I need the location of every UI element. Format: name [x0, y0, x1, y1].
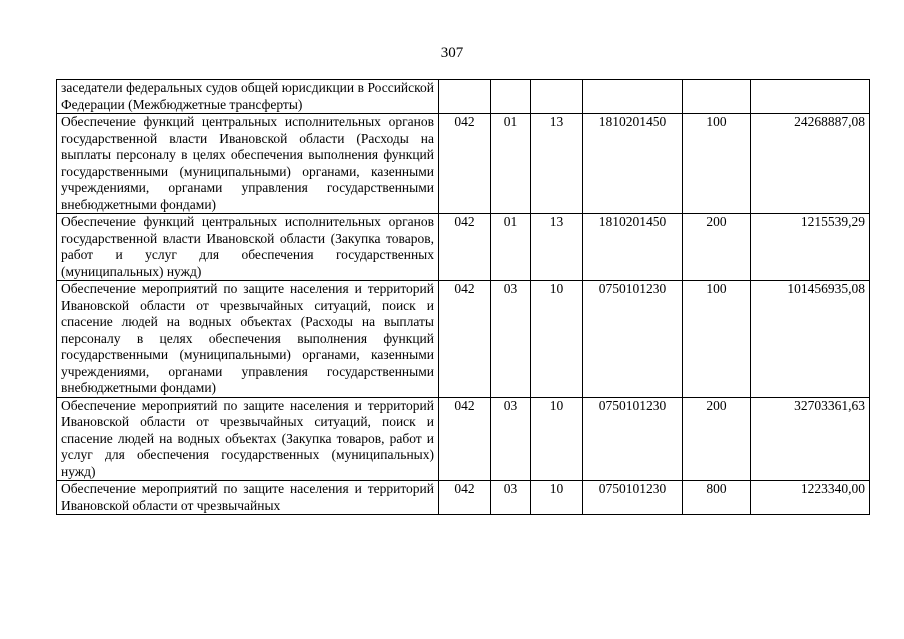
table-row [57, 481, 870, 515]
expense-type-code: 800 [683, 481, 751, 515]
target-article-code [583, 80, 683, 114]
row-description: Обеспечение мероприятий по защите населения и территорий Ивановской области от чрезвычайных ситуаций, поиск и спасение людей на водных объектах (Закупка товаров, работ и услуг для обеспечения государственных (муниципальных) нужд) [57, 397, 439, 481]
subsection-code: 10 [531, 481, 583, 515]
amount: 1223340,00 [751, 481, 870, 515]
ministry-code: 042 [439, 481, 491, 515]
table-row [57, 80, 870, 114]
section-code: 03 [491, 481, 531, 515]
section-code: 03 [491, 397, 531, 481]
section-code: 01 [491, 114, 531, 214]
amount: 101456935,08 [751, 281, 870, 398]
subsection-code [531, 80, 583, 114]
page-number: 307 [440, 45, 464, 61]
row-description: Обеспечение мероприятий по защите населения и территорий Ивановской области от чрезвычайных [57, 481, 439, 515]
table-row [57, 281, 870, 398]
section-code [491, 80, 531, 114]
amount: 32703361,63 [751, 397, 870, 481]
subsection-code: 13 [531, 214, 583, 281]
subsection-code: 13 [531, 114, 583, 214]
amount: 24268887,08 [751, 114, 870, 214]
ministry-code: 042 [439, 214, 491, 281]
target-article-code: 0750101230 [583, 281, 683, 398]
target-article-code: 0750101230 [583, 397, 683, 481]
ministry-code: 042 [439, 281, 491, 398]
expense-type-code: 200 [683, 214, 751, 281]
expense-type-code: 100 [683, 281, 751, 398]
section-code: 01 [491, 214, 531, 281]
subsection-code: 10 [531, 281, 583, 398]
table-row [57, 214, 870, 281]
ministry-code [439, 80, 491, 114]
row-description: Обеспечение функций центральных исполнительных органов государственной власти Ивановской области (Закупка товаров, работ и услуг для обеспечения государственных (муниципальных) нужд) [57, 214, 439, 281]
expense-type-code [683, 80, 751, 114]
target-article-code: 1810201450 [583, 214, 683, 281]
row-description: Обеспечение мероприятий по защите населения и территорий Ивановской области от чрезвычайных ситуаций, поиск и спасение людей на водных объектах (Расходы на выплаты персоналу в целях обеспечения выполнения функций государственными (муниципальными) органами, казенными учреждениями, органами управления государственными внебюджетными фондами) [57, 281, 439, 398]
row-description: Обеспечение функций центральных исполнительных органов государственной власти Ивановской области (Расходы на выплаты персоналу в целях обеспечения выполнения функций государственными (муниципальными) органами, казенными учреждениями, органами управления государственными внебюджетными фондами) [57, 114, 439, 214]
section-code: 03 [491, 281, 531, 398]
ministry-code: 042 [439, 114, 491, 214]
table-row [57, 114, 870, 214]
subsection-code: 10 [531, 397, 583, 481]
amount: 1215539,29 [751, 214, 870, 281]
target-article-code: 0750101230 [583, 481, 683, 515]
row-description: заседатели федеральных судов общей юрисдикции в Российской Федерации (Межбюджетные трансферты) [57, 80, 439, 114]
amount [751, 80, 870, 114]
expense-type-code: 100 [683, 114, 751, 214]
ministry-code: 042 [439, 397, 491, 481]
table-row [57, 397, 870, 481]
budget-table [56, 79, 870, 515]
expense-type-code: 200 [683, 397, 751, 481]
target-article-code: 1810201450 [583, 114, 683, 214]
